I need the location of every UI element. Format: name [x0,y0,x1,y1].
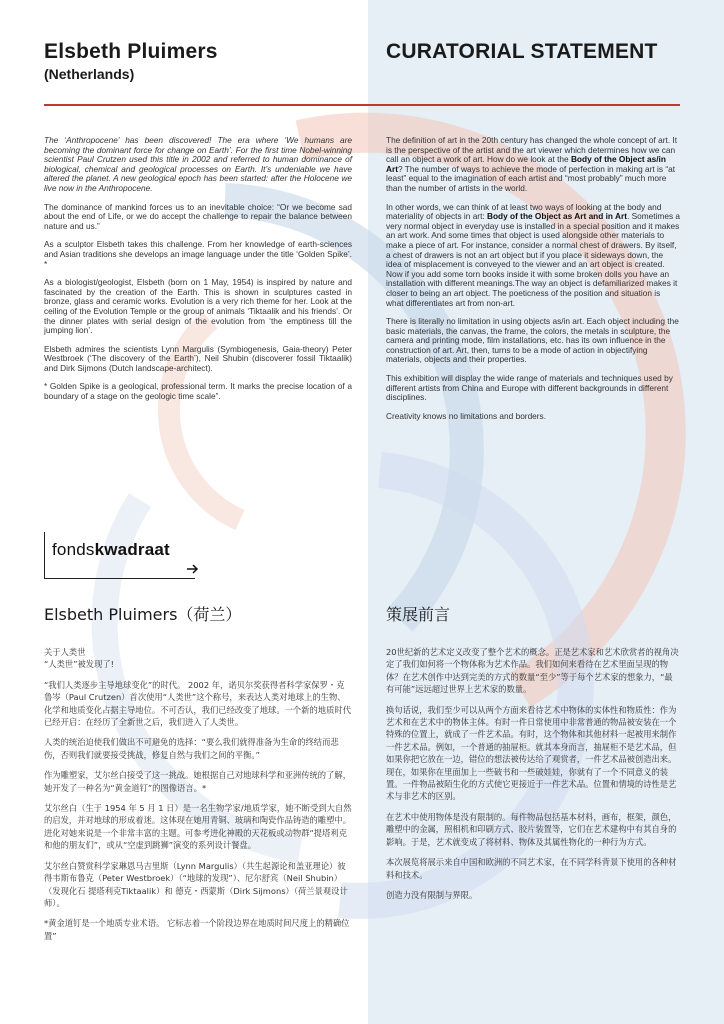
artist-name-chinese: Elsbeth Pluimers（荷兰） [44,605,242,624]
artist-bio-chinese [44,646,352,950]
artist-cn-footnote: *黄金道钉是一个地质专业术语。 它标志着一个阶段边界在地质时间尺度上的精确位置” [44,918,350,941]
artist-intro-paragraph: The ‘Anthropocene’ has been discovered! The era where ‘We humans are becoming the dominant force for change on Earth’. For the first time Nobel-winning scientist Paul Crutzen used this title in 2002 and referred to human dominance of biological, chemical and geological processes on Earth. It’s undeniable we have altered the planet. A new geological epoch has been started: after the Holocene we live now in the Anthropocene. [44,135,352,193]
curatorial-statement-chinese [386,646,680,909]
artist-cn-paragraph: 作为雕塑家，艾尔丝白接受了这一挑战。她根据自己对地球科学和亚洲传统的了解，她开发了一种名为“黄金道钉”的图像语言。* [44,770,351,793]
artist-footnote: * Golden Spike is a geological, professional term. It marks the precise location of a boundary of a stage on the geologic time scale”. [44,381,352,402]
curatorial-paragraph: Creativity knows no limitations and borders. [386,410,547,421]
artist-paragraph: The dominance of mankind forces us to an inevitable choice: “Or we become sad about the end of Life, or we do accept the challenge to repair the balance between nature and us.” [44,201,352,231]
curatorial-title: CURATORIAL STATEMENT [386,40,658,63]
curatorial-cn-paragraph: 创造力没有限制与界限。 [386,889,478,900]
curatorial-paragraph: The definition of art in the 20th century has changed the whole concept of art. It is the perspective of the artist and the art viewer which determines how we can call an object a work of art. How do we look at the Body of the Object as/in Art? The number of ways to achieve the mode of perfection in making art is “at least” equal to the imagination of each artist and “most probably” much more than the number of artists in the world. [386,135,678,193]
curatorial-paragraph: There is literally no limitation in using objects as/in art. Each object including the basic materials, the canvas, the frame, the colors, the metals in sculpture, the camera and printing mode, film installations, etc. has its own influence in the construction of art. Art, then, turns to be a mode of action in objectifying materials, objects and their properties. [386,316,679,365]
artist-cn-paragraph: 艾尔丝白（生于 1954 年 5 月 1 日）是一名生物学家/地质学家，她不断受到大自然的启发，并对地球的形成着迷。这体现在她用青铜、玻璃和陶瓷作品铸造的雕塑中。进化对她来说是一个非常丰富的主题。可参考进化神殿的天花板或动物群“提塔利克和他的朋友们”，或从“空虚到跳狮”演变的系列设计餐盘。 [44,803,352,851]
curatorial-statement-english [386,136,680,430]
logo-arrow-icon [186,562,200,576]
artist-bio-english [44,136,352,411]
artist-paragraph: As a biologist/geologist, Elsbeth (born on 1 May, 1954) is inspired by nature and fascinated by the creation of the Earth. This is shown in sculptures casted in bronze, glass and ceramic works. Evolution is a very rich theme for her. Look at the ceiling of the Evolution Temple or the group of animals ‘Tiktaalik and his friends’. Or the dinner plates with serial design of the evolution from ‘the emptiness till the jumping lion’. [44,277,352,336]
curatorial-title-chinese: 策展前言 [386,605,451,624]
curatorial-cn-paragraph: 在艺术中使用物体是没有限制的。每件物品包括基本材料，画布，框架，颜色，雕塑中的金属，照相机和印刷方式、胶片装置等，它们在艺术建构中有其自身的影响。于是，艺术就变成了将材料、物体及其属性物化的一种行为方式。 [386,811,677,847]
curatorial-paragraph: This exhibition will display the wide range of materials and techniques used by different artists from China and Europe with different backgrounds in different disciplines. [386,373,673,403]
artist-cn-paragraph: 关于人类世 “人类世”被发现了! [44,647,115,670]
fondskwadraat-logo: fondskwadraat [52,540,170,559]
curatorial-cn-paragraph: 本次展览将展示来自中国和欧洲的不同艺术家，在不同学科背景下使用的各种材料和技术。 [386,857,677,880]
artist-cn-paragraph: “我们人类逐步主导地球变化”的时代。 2002 年，诺贝尔奖获得者科学家保罗・克鲁岑（Paul Crutzen）首次使用“人类世”这个称号，来表达人类对地球上的生物、化学和地质变化占据主导地位。不可否认，我们已经改变了地球。一个新的地质时代已经开启：在经历了全新世之后，我们进入了人类世。 [44,679,351,728]
artist-cn-paragraph: 艾尔丝白赞赏科学家琳恩马吉里斯（Lynn Margulis）（共生起源论和盖亚理论）彼得韦斯布鲁克（Peter Westbroek）（“地球的发现”）、尼尔舒宾（Neil Shubin）（发现化石 提塔利克Tiktaalik）和 德克・西蒙斯（Dirk Sijmons）（荷兰景观设计师）。 [44,860,348,908]
artist-country: (Netherlands) [44,66,135,82]
curatorial-paragraph: In other words, we can think of at least two ways of looking at the body and materiality of objects in art: Body of the Object as Art and in Art. Sometimes a very normal object in everyday use is installed in a special position and it makes an art work. And some times that object is used alongside other materials to make a piece of art. For instance, consider a normal chest of drawers. By itself, a chest of drawers is not an art object but if you place it sideways down, the idea of misplacement is conveyed to the viewer and an art object is created. Now if you add some torn books inside it with some broken dolls you have an installation with different meanings.The way an object is defamiliarized makes it closer to being an art object. The poeticness of the position and situation is what differentiates art from non-art. [386,201,681,308]
curatorial-cn-paragraph: 20世纪新的艺术定义改变了整个艺术的概念。正是艺术家和艺术欣赏者的视角决定了我们如何将一个物体称为艺术作品。我们如何来看待在艺术里面呈现的物体？在艺术创作中达到完美的方式的数量“至少”等于每个艺术家的想象力，“最有可能”远远超过世界上艺术家的数量。 [386,647,679,695]
artist-name: Elsbeth Pluimers [44,40,218,63]
curatorial-cn-paragraph: 换句话说，我们至少可以从两个方面来看待艺术中物体的实体性和物质性：作为艺术和在艺术中的物体主体。有时一件日常使用中非常普通的物品被安装在一个特殊的位置上，就成了一件艺术品。有时，这个物体和其他材料一起被用来制作一件艺术品。例如，一个普通的抽屉柜。就其本身而言，抽屉柜不是艺术品，但如果你把它放在一边，错位的想法被传达给了观赏者，一件艺术品被创造出来。现在，如果你在里面加上一些破书和一些破娃娃，你就有了一个不同意义的装置。一件物品被陌生化的方式使它更接近于一件艺术品。位置和情境的诗性是艺术与非艺术的区别。 [386,704,677,802]
artist-paragraph: Elsbeth admires the scientists Lynn Margulis (Symbiogenesis, Gaia-theory) Peter Westbroek (‘The discovery of the Earth’), Neil Shubin (discoverer fossil Tiktaalik) and Dirk Sijmons (Dutch landscape-architect). [44,343,352,373]
artist-paragraph: As a sculptor Elsbeth takes this challenge. From her knowledge of earth-sciences and Asian traditions she develops an image language under the title ‘Golden Spike’. * [44,239,352,269]
artist-cn-paragraph: 人类的统治迫使我们做出不可避免的选择：“要么我们就得准备为生命的终结而悲伤，否则我们就要接受挑战，修复自然与我们之间的平衡。” [44,737,339,760]
header-divider [44,104,680,106]
